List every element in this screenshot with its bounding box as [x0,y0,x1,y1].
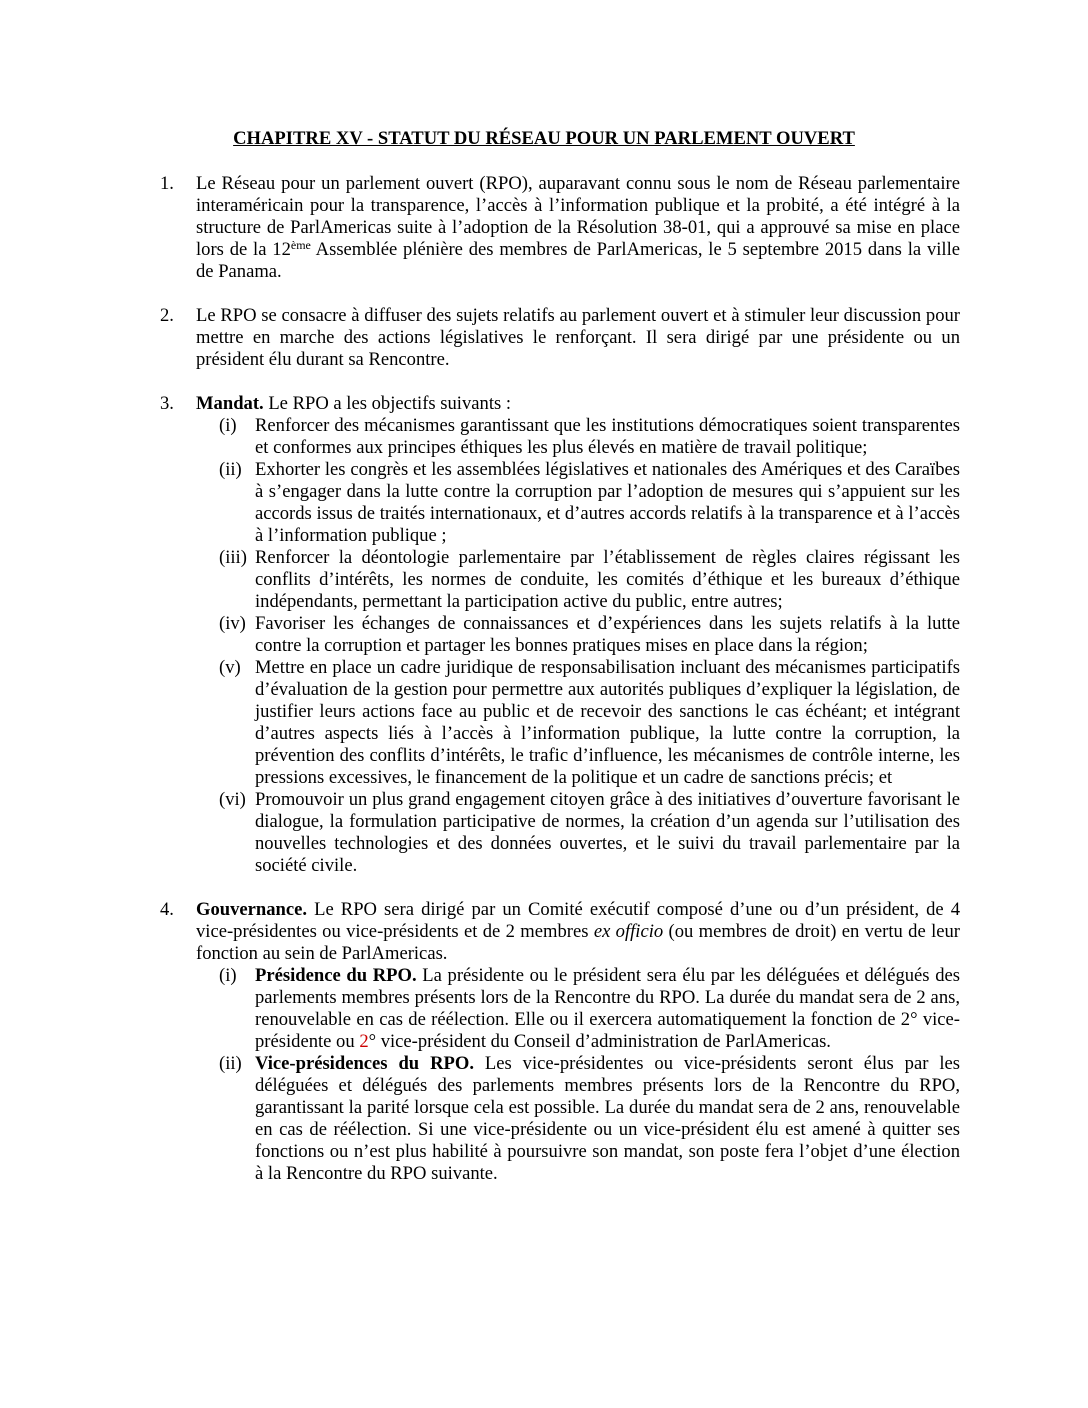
mandate-objective-iii [160,547,960,613]
sub-item-number: (iii) [219,547,247,568]
document-body [160,173,960,1185]
sub-item-text: Exhorter les congrès et les assemblées législatives et nationales des Amériques et des Caraïbes à s’engager dans la lutte contre la corruption par l’adoption de mesures qui s’appuient sur les accords issus de traités internationaux, et d’autres accords relatifs à la transparence et à l’accès à l’information publique ; [255,459,960,546]
article-heading: Mandat. [196,393,264,414]
red-correction-mark: 2 [359,1031,369,1052]
sub-item-heading: Vice-présidences du RPO. [255,1053,474,1074]
sub-item-number: (vi) [219,789,246,810]
sub-item-text: Promouvoir un plus grand engagement citoyen grâce à des initiatives d’ouverture favorisant le dialogue, la formulation participative de normes, la création d’un agenda sur l’utilisation des nouvelles technologies et des données ouvertes, et le suivi du travail parlementaire par la société civile. [255,789,960,876]
article-number: 2. [160,305,174,326]
article-number: 3. [160,393,174,414]
italic-term: ex officio [593,921,664,942]
article-text: Le RPO sera dirigé par un Comité exécutif composé d’une ou d’un président, de 4 vice-présidentes ou vice-présidents et de 2 membres [196,899,960,942]
sub-item-text: Mettre en place un cadre juridique de responsabilisation incluant des mécanismes participatifs d’évaluation de la gestion pour permettre aux autorités publiques d’expliquer la législation, de justifier leurs actions face au public et de recevoir des sanctions le cas échéant; et intégrant d’autres aspects liés à l’accès à l’information publique, la lutte contre la corruption, la prévention des conflits d’intérêts, le trafic d’influence, les mécanismes de contrôle interne, les pressions excessives, le financement de la politique et un cadre de sanctions précis; et [255,657,960,788]
sub-item-number: (i) [219,965,237,986]
sub-item-heading: Présidence du RPO. [255,965,417,986]
mandate-objective-i [160,415,960,459]
mandate-objective-vi [160,789,960,877]
article-4 [160,899,960,965]
article-2 [160,305,960,371]
sub-item-number: (v) [219,657,241,678]
sub-item-text: Les vice-présidentes ou vice-présidents seront élus par les déléguées et délégués des parlements membres présents lors de la Rencontre du RPO, garantissant la parité lorsque cela est possible. La durée du mandat sera de 2 ans, renouvelable en cas de réélection. Si une vice-présidente ou un vice-président élu est amené à quitter ses fonctions ou n’est plus habilité à poursuivre son mandat, son poste fera l’objet d’une élection à la Rencontre du RPO suivante. [255,1053,960,1184]
mandate-objective-v [160,657,960,789]
article-text: Le RPO se consacre à diffuser des sujets relatifs au parlement ouvert et à stimuler leur discussion pour mettre en marche des actions législatives le renforçant. Il sera dirigé par une présidente ou un président élu durant sa Rencontre. [196,305,960,370]
mandate-objective-ii [160,459,960,547]
article-text: Le Réseau pour un parlement ouvert (RPO), auparavant connu sous le nom de Réseau parlementaire interaméricain pour la transparence, l’accès à l’information publique et la probité, a été intégré à la structure de ParlAmericas suite à l’adoption de la Résolution 38-01, qui a approuvé sa mise en place lors de la 12 [196,173,960,260]
article-1 [160,173,960,283]
chapter-title: CHAPITRE XV - STATUT DU RÉSEAU POUR UN PARLEMENT OUVERT [233,128,855,149]
mandate-objective-iv [160,613,960,657]
article-3 [160,393,960,415]
governance-presidency [160,965,960,1053]
superscript: ème [290,238,311,252]
sub-item-text-continued: ° vice-président du Conseil d’administration de ParlAmericas. [368,1031,831,1052]
sub-item-text: La présidente ou le président sera élu par les déléguées et délégués des parlements membres présents lors de la Rencontre du RPO. La durée du mandat sera de 2 ans, renouvelable en cas de réélection. Elle ou il exercera automatiquement la fonction de 2° vice-présidente ou [255,965,960,1052]
article-number: 4. [160,899,174,920]
article-text-continued: Assemblée plénière des membres de ParlAmericas, le 5 septembre 2015 dans la ville de Panama. [196,239,960,282]
governance-vice-presidencies [160,1053,960,1185]
article-text: Le RPO a les objectifs suivants : [263,393,512,414]
sub-item-number: (i) [219,415,237,436]
sub-item-text: Renforcer la déontologie parlementaire par l’établissement de règles claires régissant les conflits d’intérêts, les normes de conduite, les comités d’éthique et les bureaux d’éthique indépendants, permettant la participation active du public, entre autres; [255,547,960,612]
sub-item-number: (ii) [219,459,242,480]
article-number: 1. [160,173,174,194]
article-text-continued: (ou membres de droit) en vertu de leur fonction au sein de ParlAmericas. [196,921,960,964]
sub-item-number: (iv) [219,613,246,634]
sub-item-number: (ii) [219,1053,242,1074]
sub-item-text: Renforcer des mécanismes garantissant que les institutions démocratiques soient transparentes et conformes aux principes éthiques les plus élevés en matière de travail politique; [255,415,960,458]
sub-item-text: Favoriser les échanges de connaissances et d’expériences dans les sujets relatifs à la lutte contre la corruption et partager les bonnes pratiques mises en place dans la région; [255,613,960,656]
article-heading: Gouvernance. [196,899,308,920]
